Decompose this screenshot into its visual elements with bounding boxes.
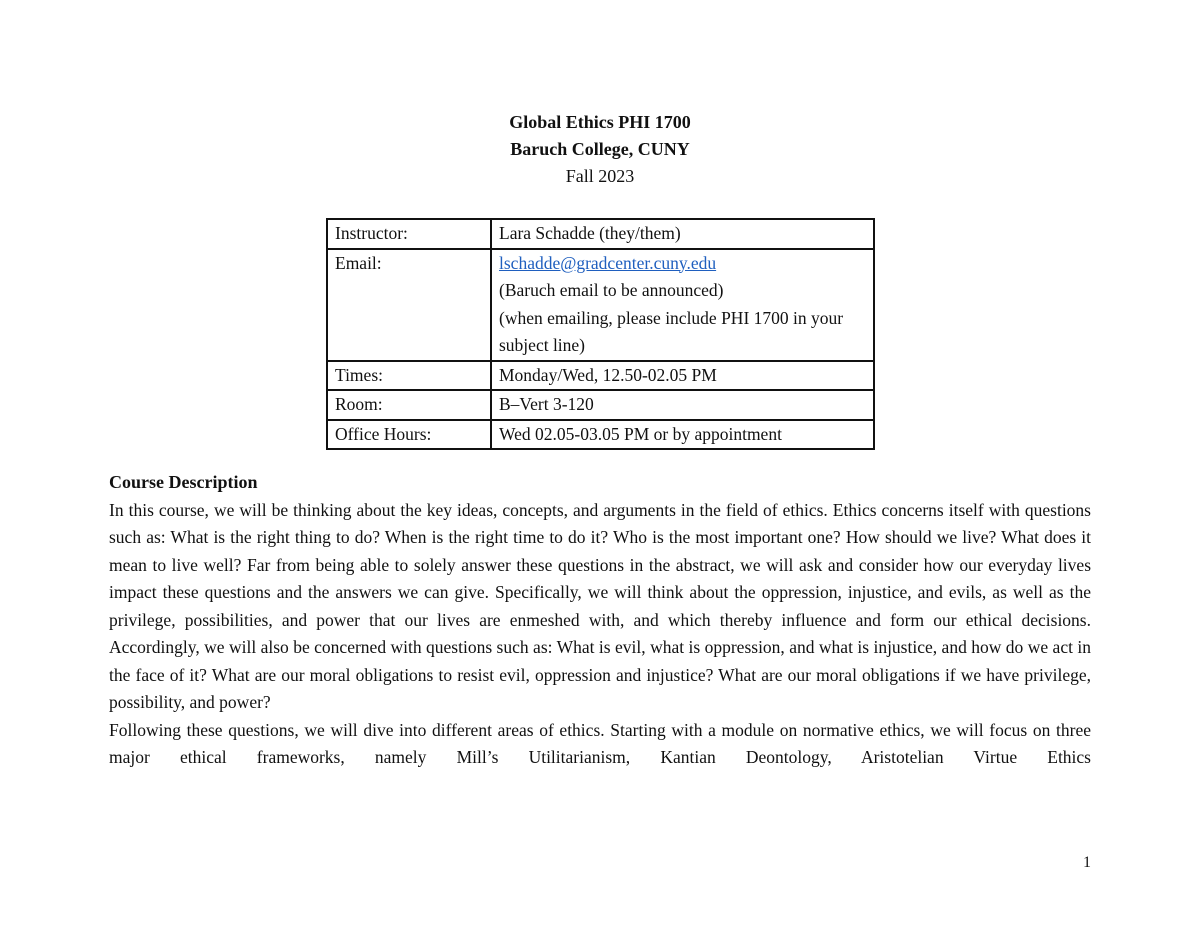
times-label: Times: bbox=[327, 361, 491, 391]
email-link[interactable]: lschadde@gradcenter.cuny.edu bbox=[499, 252, 717, 273]
email-cell bbox=[491, 249, 874, 361]
term: Fall 2023 bbox=[565, 166, 635, 186]
times-row bbox=[327, 361, 874, 391]
room-label: Room: bbox=[327, 390, 491, 420]
instructor-label: Instructor: bbox=[327, 219, 491, 249]
instructor-value: Lara Schadde (they/them) bbox=[491, 219, 874, 249]
syllabus-header bbox=[0, 109, 1200, 190]
email-note-baruch: (Baruch email to be announced) bbox=[499, 280, 724, 300]
office-hours-row bbox=[327, 420, 874, 450]
email-label: Email: bbox=[327, 249, 491, 361]
course-description-section bbox=[109, 469, 1091, 772]
email-row bbox=[327, 249, 874, 361]
office-hours-label: Office Hours: bbox=[327, 420, 491, 450]
times-value: Monday/Wed, 12.50-02.05 PM bbox=[491, 361, 874, 391]
course-description-paragraph-2: Following these questions, we will dive into different areas of ethics. Starting with a module on normative ethics, we will focus on three major ethical frameworks, namely Mill’s Utilitarianism, Kantian Deontology, Aristotelian Virtue Ethics bbox=[109, 719, 1091, 767]
room-row bbox=[327, 390, 874, 420]
course-title: Global Ethics PHI 1700 bbox=[509, 112, 691, 132]
course-description-paragraph-1: In this course, we will be thinking about the key ideas, concepts, and arguments in the field of ethics. Ethics concerns itself with questions such as: What is the right thing to do? When is the right time to do it? Who is the most important one? How should we live? What does it mean to live well? Far from being able to solely answer these questions in the abstract, we will ask and consider how our everyday lives impact these questions and the answers we can give. Specifically, we will think about the oppression, injustice, and evils, as well as the privilege, possibilities, and power that our lives are enmeshed with, and which thereby influence and form our ethical decisions. Accordingly, we will also be concerned with questions such as: What is evil, what is oppression, and what is injustice, and how do we act in the face of it? What are our moral obligations to resist evil, oppression and injustice? What are our moral obligations if we have privilege, possibility, and power? bbox=[109, 499, 1091, 712]
section-heading-course-description: Course Description bbox=[109, 472, 258, 492]
course-info-table bbox=[326, 218, 875, 450]
room-value: B–Vert 3-120 bbox=[491, 390, 874, 420]
institution-name: Baruch College, CUNY bbox=[510, 139, 690, 159]
page-number: 1 bbox=[1083, 854, 1091, 871]
instructor-row bbox=[327, 219, 874, 249]
email-note-subject: (when emailing, please include PHI 1700 in your subject line) bbox=[499, 307, 844, 355]
office-hours-value: Wed 02.05-03.05 PM or by appointment bbox=[491, 420, 874, 450]
